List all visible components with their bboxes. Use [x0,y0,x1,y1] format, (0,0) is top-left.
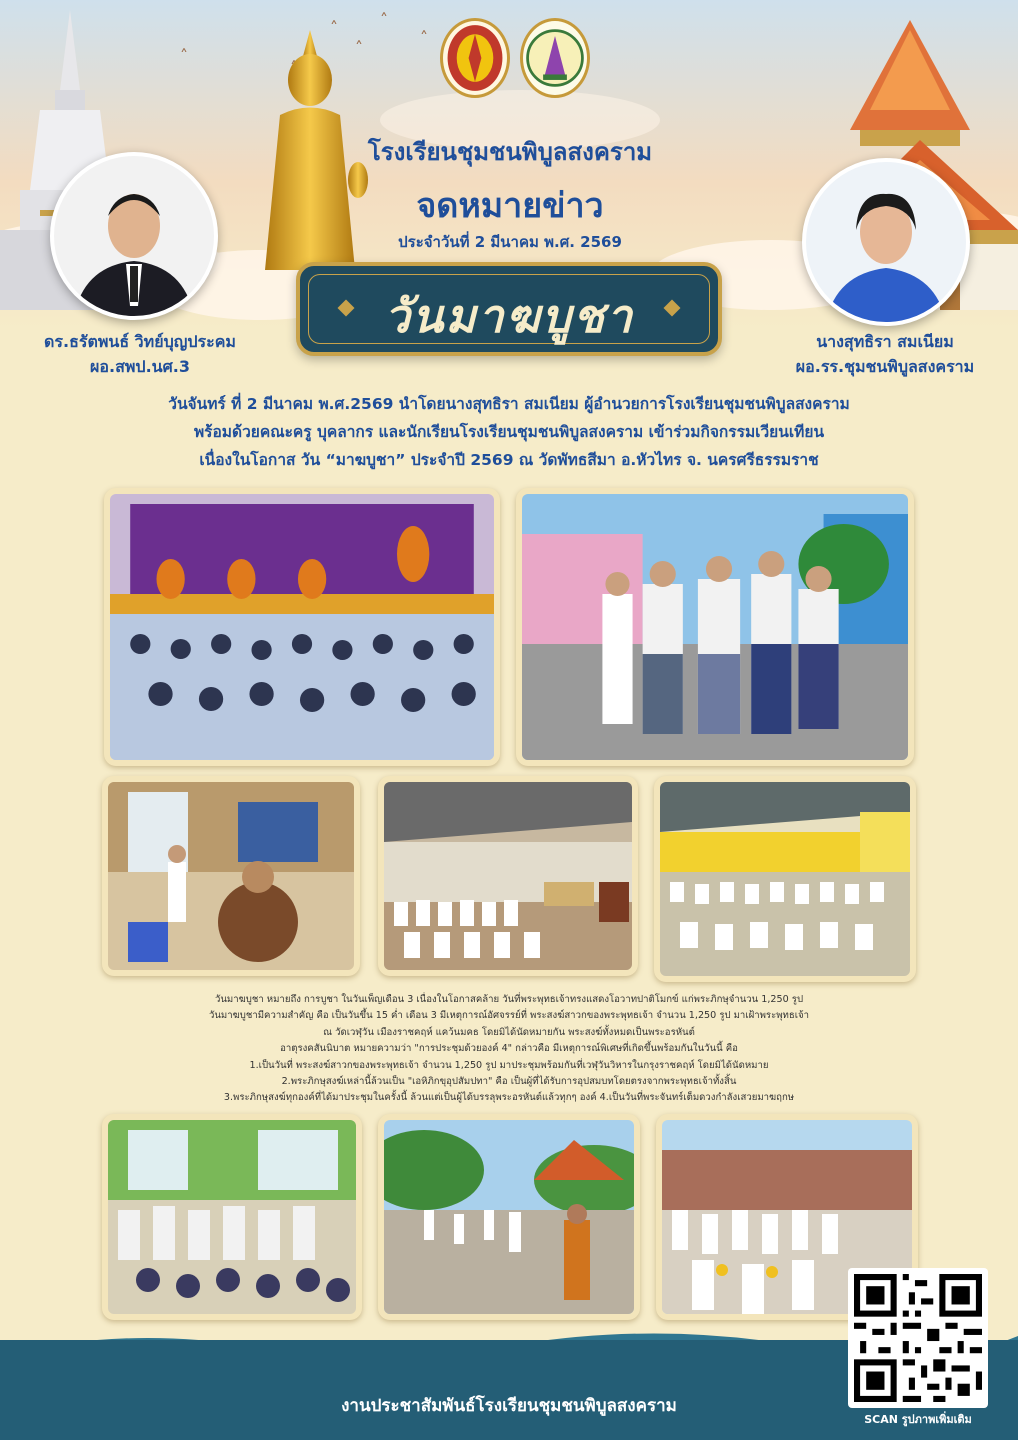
obec-logo [440,18,510,98]
description-line: วันมาฆบูชา หมายถึง การบูชา ในวันเพ็ญเดือน 3 เนื่องในโอกาสคล้าย วันที่พระพุทธเจ้าทรงแสดงโอวาทปาติโมกข์ แก่พระภิกษุจำนวน 1,250 รูป [214,994,804,1005]
intro-line: วันจันทร์ ที่ 2 มีนาคม พ.ศ.2569 นำโดยนางสุทธิรา สมเนียม ผู้อำนวยการโรงเรียนชุมชนพิบูลสงคราม [168,395,850,413]
description-line: ณ วัดเวฬุวัน เมืองราชคฤห์ แคว้นมคธ โดยมิได้นัดหมายกัน พระสงฆ์ทั้งหมดเป็นพระอรหันต์ [323,1026,695,1038]
school-logo [520,18,590,98]
left-portrait [50,152,218,320]
intro-line: เนื่องในโอกาส วัน “มาฆบูชา” ประจำปี 2569 ณ วัดพัทธสีมา อ.หัวไทร จ. นครศรีธรรมราช [199,451,819,469]
left-person-name [10,330,270,380]
issue-date: ประจำวันที่ 2 มีนาคม พ.ศ. 2569 [398,233,622,251]
qr-code-icon [854,1274,982,1402]
intro-line: พร้อมด้วยคณะครู บุคลากร และนักเรียนโรงเรียนชุมชนพิบูลสงคราม เข้าร่วมกิจกรรมเวียนเทียน [193,423,825,441]
qr-caption: SCAN รูปภาพเพิ่มเติม [864,1413,972,1426]
photo-candle-procession [378,1114,640,1320]
left-person-title: ผอ.สพป.นศ.3 [90,357,190,376]
description-line: 3.พระภิกษุสงฆ์ทุกองค์ที่ได้มาประชุมในครั้งนี้ ล้วนแต่เป็นผู้ได้บรรลุพระอรหันต์แล้วทุกๆ องค์ 4.เป็นวันที่พระจันทร์เต็มดวงกำลังเสวยมาฆฤกษ [223,1092,795,1104]
right-person-fullname: นางสุทธิรา สมเนียม [816,332,954,351]
right-portrait [802,158,970,326]
description-line: 1.เป็นวันที่ พระสงฆ์สาวกของพระพุทธเจ้า จำนวน 1,250 รูป มาประชุมพร้อมกันที่เวฬุวันวิหารในกรุงราชคฤห์ โดยมิได้นัดหมาย [249,1059,769,1071]
school-name: โรงเรียนชุมชนพิบูลสงคราม [367,138,653,166]
event-title-banner [296,262,722,356]
photo-classroom [102,1114,362,1320]
photo-students-floor [654,776,916,982]
photo-students-hall [378,776,638,976]
right-person-title: ผอ.รร.ชุมชนพิบูลสงคราม [795,357,975,376]
makha-bucha-description [120,992,898,1107]
right-person-name [760,330,1010,380]
qr-code[interactable] [848,1268,988,1408]
photo-teachers-group [516,488,914,766]
photo-monk-blessing [102,776,360,976]
event-title: วันมาฆบูชา [384,289,634,343]
photo-monks-sermon [104,488,500,766]
header-background: ˄ ˄ ˄ ˄ ˄ [0,0,1018,330]
newsletter-title: จดหมายข่าว [416,186,604,226]
description-line: วันมาฆบูชามีความสำคัญ คือ เป็นวันขึ้น 15 ค่ำ เดือน 3 มีเหตุการณ์อัศจรรย์ที่ พระสงฆ์สาวกของพระพุทธเจ้า จำนวน 1,250 รูป มาเฝ้าพระพุทธเจ้า [208,1010,810,1022]
intro-paragraph [40,390,978,474]
description-line: อาตุรงคสันนิบาต หมายความว่า "การประชุมด้วยองค์ 4" กล่าวคือ มีเหตุการณ์พิเศษที่เกิดขึ้นพร้อมกันในวันนี้ คือ [280,1043,738,1055]
description-line: 2.พระภิกษุสงฆ์เหล่านี้ล้วนเป็น "เอหิภิกขุอุปสัมปทา" คือ เป็นผู้ที่ได้รับการอุปสมบทโดยตรงจากพระพุทธเจ้าทั้งสิ้น [281,1076,737,1088]
footer-credit: งานประชาสัมพันธ์โรงเรียนชุมชนพิบูลสงคราม [341,1396,677,1416]
left-person-fullname: ดร.ธรัตพนธ์ วิทย์บุญประคม [44,332,236,351]
